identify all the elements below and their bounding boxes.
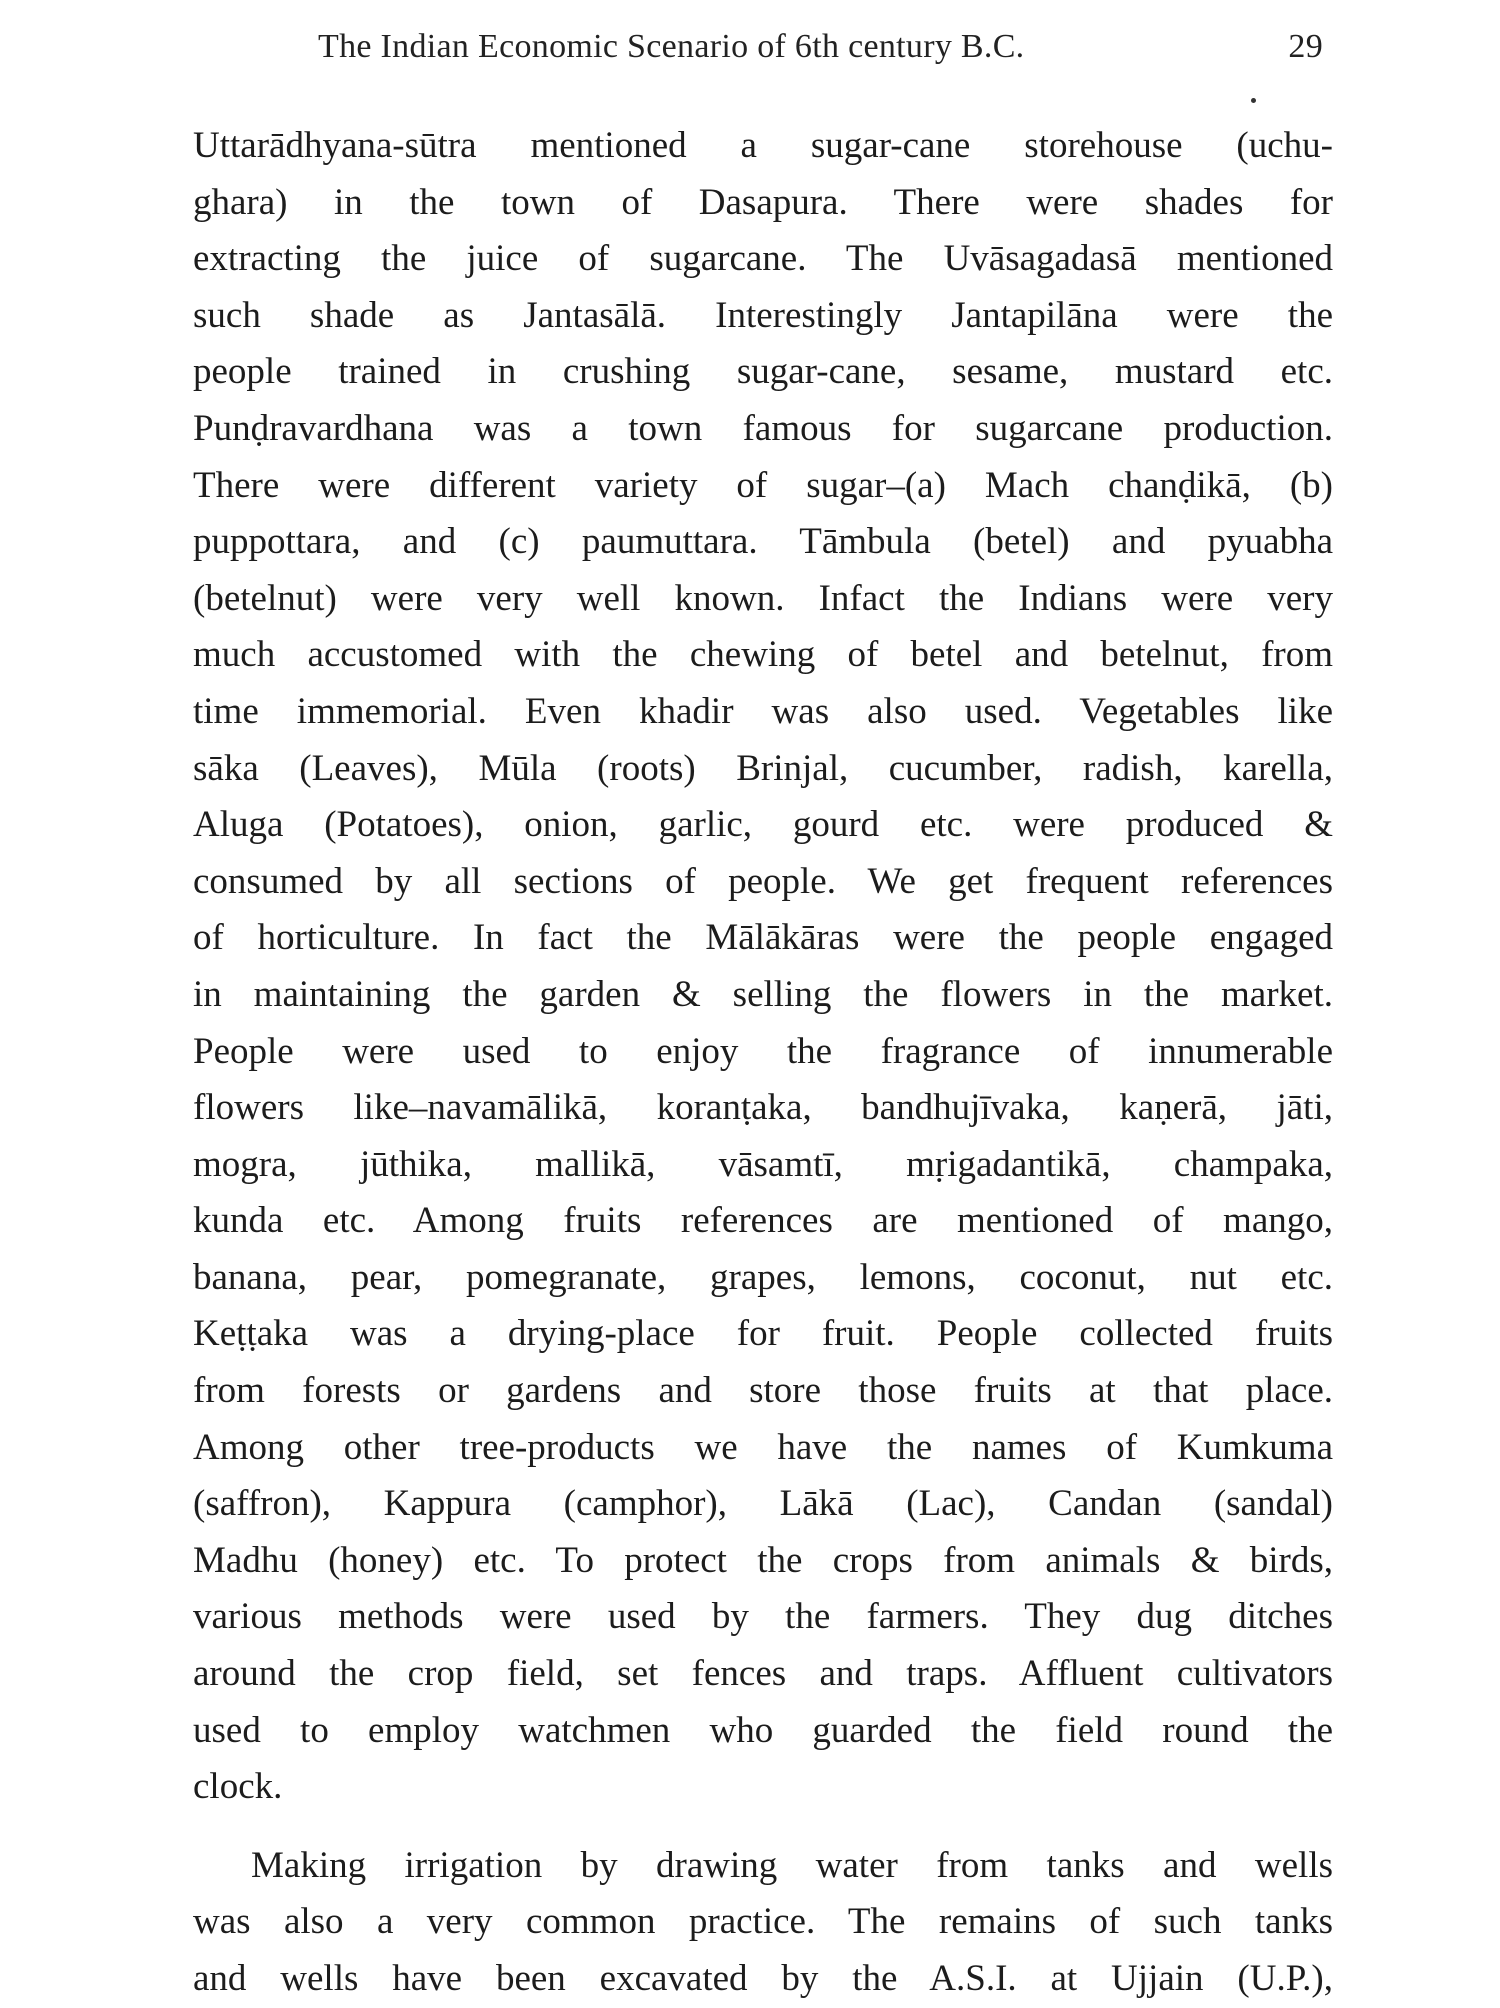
page-number: 29 [1288, 28, 1323, 65]
text-line: flowers like–navamālikā, koranṭaka, bandhujīvaka, kaṇerā, jāti, [193, 1087, 1333, 1129]
stray-ink-dot [1251, 98, 1256, 103]
text-line: around the crop field, set fences and traps. Affluent cultivators [193, 1653, 1333, 1695]
text-line: kunda etc. Among fruits references are mentioned of mango, [193, 1200, 1333, 1242]
text-line: Making irrigation by drawing water from tanks and wells [251, 1844, 1333, 1886]
text-line: used to employ watchmen who guarded the field round the [193, 1709, 1333, 1751]
text-line: Keṭṭaka was a drying-place for fruit. People collected fruits [193, 1313, 1333, 1355]
text-line: extracting the juice of sugarcane. The Uvāsagadasā mentioned [193, 238, 1333, 280]
text-line: Madhu (honey) etc. To protect the crops from animals & birds, [193, 1539, 1333, 1581]
text-line: sāka (Leaves), Mūla (roots) Brinjal, cucumber, radish, karella, [193, 747, 1333, 789]
text-line: such shade as Jantasālā. Interestingly Jantapilāna were the [193, 294, 1333, 336]
text-line: Aluga (Potatoes), onion, garlic, gourd etc. were produced & [193, 804, 1333, 846]
text-line: (saffron), Kappura (camphor), Lākā (Lac), Candan (sandal) [193, 1483, 1333, 1525]
text-line: from forests or gardens and store those fruits at that place. [193, 1370, 1333, 1412]
text-line: Among other tree-products we have the names of Kumkuma [193, 1426, 1333, 1468]
text-line: Punḍravardhana was a town famous for sugarcane production. [193, 407, 1333, 449]
chapter-title: The Indian Economic Scenario of 6th century B.C. [318, 28, 1025, 65]
text-line: and wells have been excavated by the A.S.I. at Ujjain (U.P.), [193, 1958, 1333, 1999]
paragraph-2 [193, 1838, 1333, 2008]
text-line: people trained in crushing sugar-cane, sesame, mustard etc. [193, 351, 1333, 393]
text-line: clock. [193, 1766, 283, 1808]
text-line: in maintaining the garden & selling the flowers in the market. [193, 973, 1333, 1015]
text-line: ghara) in the town of Dasapura. There were shades for [193, 181, 1333, 223]
text-line: time immemorial. Even khadir was also used. Vegetables like [193, 690, 1333, 732]
text-line: banana, pear, pomegranate, grapes, lemons, coconut, nut etc. [193, 1256, 1333, 1298]
text-line: (betelnut) were very well known. Infact the Indians were very [193, 577, 1333, 619]
text-line: There were different variety of sugar–(a) Mach chanḍikā, (b) [193, 464, 1333, 506]
paragraph-1 [193, 118, 1333, 1816]
paragraph-spacer [193, 1816, 1333, 1838]
text-line: various methods were used by the farmers. They dug ditches [193, 1596, 1333, 1638]
text-line: much accustomed with the chewing of betel and betelnut, from [193, 634, 1333, 676]
text-line: mogra, jūthika, mallikā, vāsamtī, mṛigadantikā, champaka, [193, 1143, 1333, 1185]
text-line: consumed by all sections of people. We get frequent references [193, 860, 1333, 902]
text-line: of horticulture. In fact the Mālākāras were the people engaged [193, 917, 1333, 959]
text-line: was also a very common practice. The remains of such tanks [193, 1901, 1333, 1943]
running-header [318, 28, 1323, 80]
body-text [193, 118, 1333, 2008]
text-line: Uttarādhyana-sūtra mentioned a sugar-cane storehouse (uchu- [193, 125, 1333, 166]
text-line: puppottara, and (c) paumuttara. Tāmbula (betel) and pyuabha [193, 521, 1333, 563]
text-line: People were used to enjoy the fragrance of innumerable [193, 1030, 1333, 1072]
